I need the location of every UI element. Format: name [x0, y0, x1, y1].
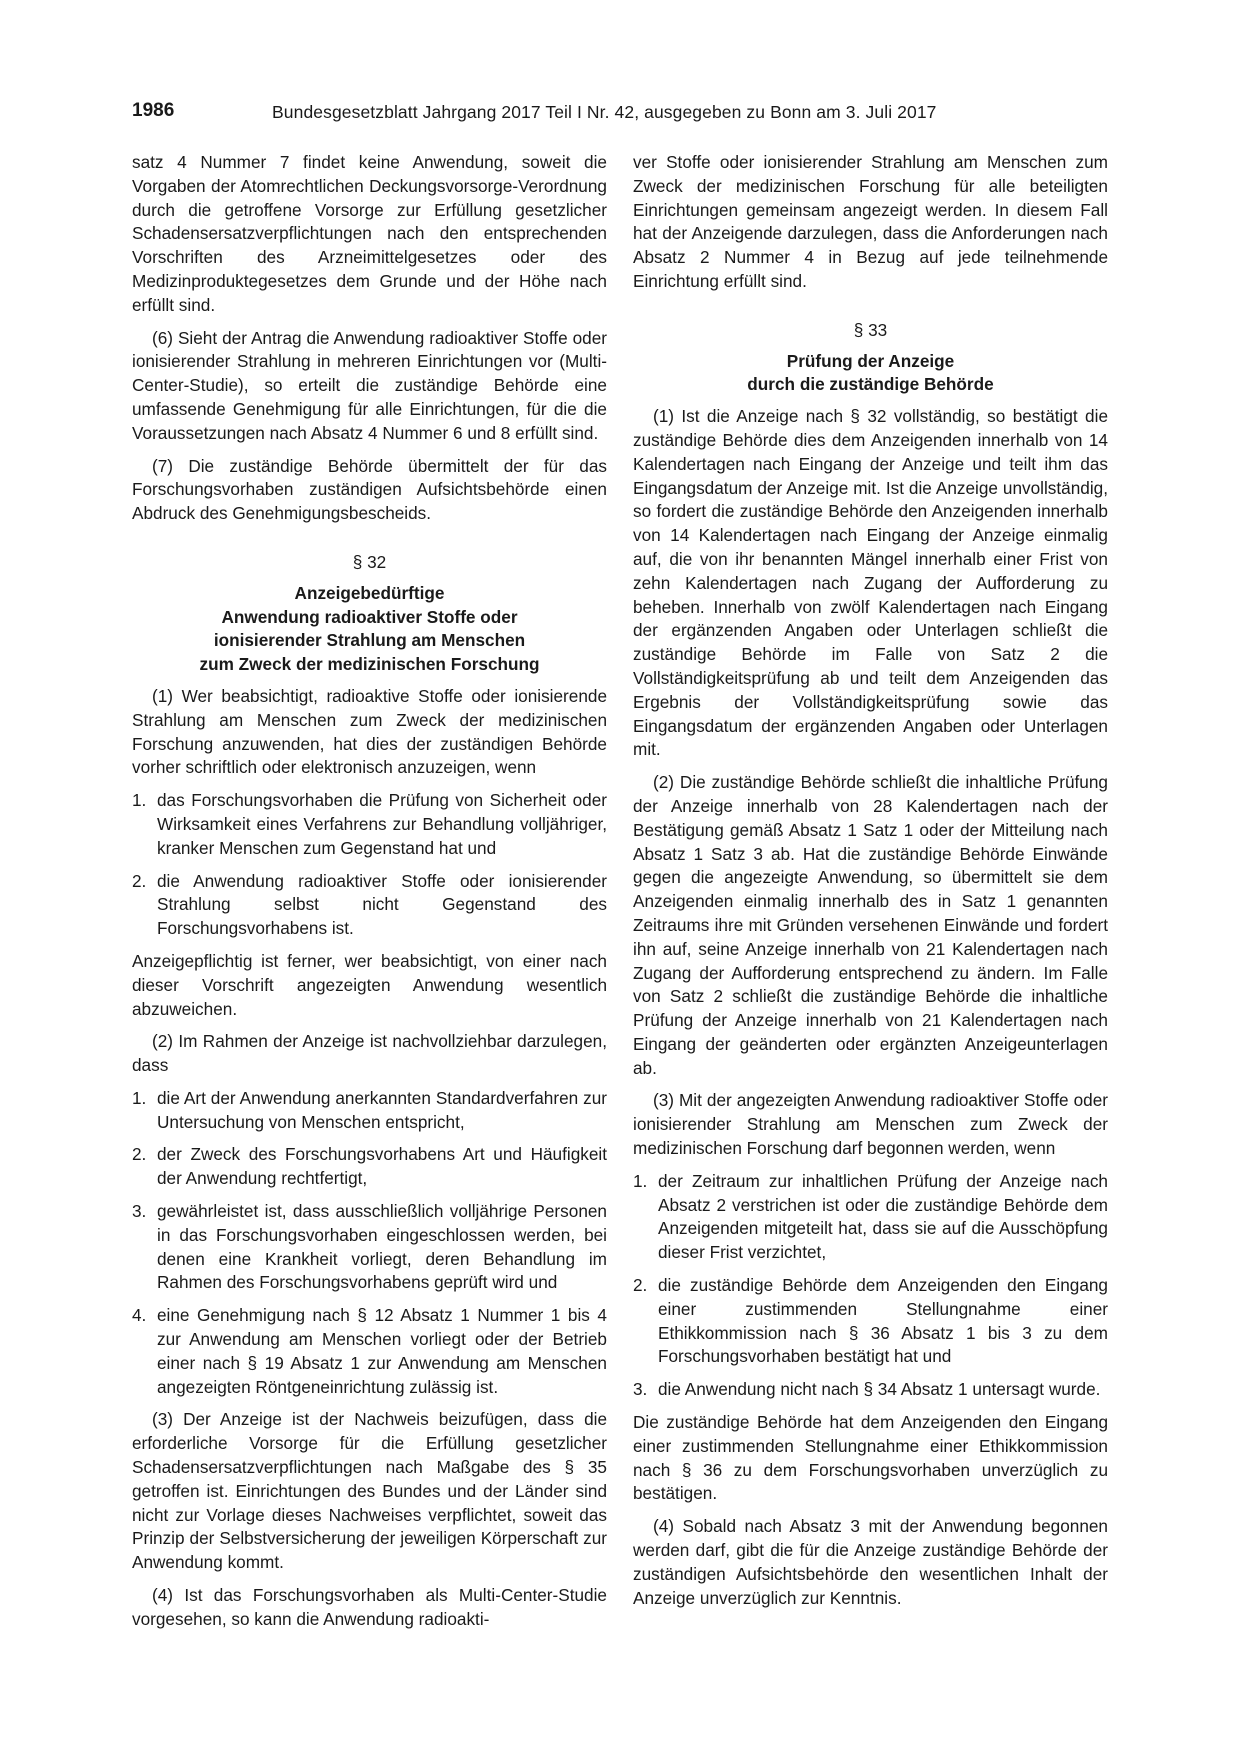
- list-item-text: der Zweck des Forschungsvorhabens Art und Häufigkeit der Anwendung rechtfertigt,: [157, 1144, 607, 1189]
- right-column: [633, 151, 1108, 1619]
- page-number: 1986: [132, 100, 175, 121]
- list-item-number: 4.: [132, 1305, 147, 1326]
- section-32-title-line: ionisierender Strahlung am Menschen: [213, 630, 526, 651]
- list-item: [633, 1378, 1108, 1402]
- list-item-text: das Forschungsvorhaben die Prüfung von Sicherheit oder Wirksamkeit eines Verfahrens zur Behandlung volljähriger, kranker Menschen zum Gegenstand hat und: [157, 790, 607, 858]
- list-item-text: die Anwendung radioaktiver Stoffe oder ionisierender Strahlung selbst nicht Gegenstand des Forschungsvorhabens ist.: [157, 870, 607, 939]
- list-item: [132, 1143, 607, 1191]
- section-32-paragraph-2: (2) Im Rahmen der Anzeige ist nachvollziehbar darzulegen, dass: [132, 1031, 607, 1076]
- list-item-number: 2.: [132, 1144, 147, 1165]
- section-32-paragraph-4-continuation: ver Stoffe oder ionisierender Strahlung am Menschen zum Zweck der medizinischen Forschung für alle beteiligten Einrichtungen gemeinsam angezeigt werden. In diesem Fall hat der Anzeigende darzulegen, dass die Anforderungen nach Absatz 2 Nummer 4 in Bezug auf jede teilnehmende Einrichtung erfüllt sind.: [633, 152, 1108, 291]
- page-header: [132, 100, 1106, 130]
- paragraph-continuation: satz 4 Nummer 7 findet keine Anwendung, soweit die Vorgaben der Atomrechtlichen Deckungsvorsorge-Verordnung durch die getroffene Vorsorge zur Erfüllung gesetzlicher Schadensersatzverpflichtungen nach den entsprechenden Vorschriften des Arzneimittelgesetzes oder des Medizinproduktegesetzes dem Grunde und der Höhe nach erfüllt sind.: [132, 152, 607, 315]
- section-32-title: [132, 582, 607, 677]
- list-item-text: die zuständige Behörde dem Anzeigenden den Eingang einer zustimmenden Stellungnahme einer Ethikkommission nach § 36 Absatz 1 bis 3 zu dem Forschungsvorhaben bestätigt hat und: [658, 1275, 1108, 1367]
- list-item: [132, 1200, 607, 1295]
- section-32-paragraph-1-list: [132, 789, 607, 941]
- section-32-title-line: zum Zweck der medizinischen Forschung: [199, 654, 540, 675]
- list-item-text: die Art der Anwendung anerkannten Standardverfahren zur Untersuchung von Menschen entspricht,: [157, 1087, 607, 1132]
- section-33-title-line: Prüfung der Anzeige: [786, 350, 955, 371]
- section-32-number: § 32: [352, 551, 387, 572]
- list-item-number: 1.: [132, 1087, 147, 1108]
- section-33-paragraph-3: (3) Mit der angezeigten Anwendung radioaktiver Stoffe oder ionisierender Strahlung am Menschen zum Zweck der medizinischen Forschung darf begonnen werden, wenn: [633, 1090, 1108, 1159]
- section-33-paragraph-3-list: [633, 1170, 1108, 1402]
- list-item-text: eine Genehmigung nach § 12 Absatz 1 Nummer 1 bis 4 zur Anwendung am Menschen vorliegt oder der Betrieb einer nach § 19 Absatz 1 zur Anwendung am Menschen angezeigten Röntgeneinrichtung zulässig ist.: [157, 1305, 607, 1397]
- section-33-paragraph-3-after: Die zuständige Behörde hat dem Anzeigenden den Eingang einer zustimmenden Stellungnahme einer Ethikkommission nach § 36 zu dem Forschungsvorhaben unverzüglich zu bestätigen.: [633, 1412, 1108, 1504]
- list-item: [132, 1304, 607, 1399]
- section-33-paragraph-4: (4) Sobald nach Absatz 3 mit der Anwendung begonnen werden darf, gibt die für die Anzeige zuständige Behörde der zuständigen Aufsichtsbehörde den wesentlichen Inhalt der Anzeige unverzüglich zur Kenntnis.: [633, 1516, 1108, 1608]
- section-33-paragraph-2: (2) Die zuständige Behörde schließt die inhaltliche Prüfung der Anzeige innerhalb von 28 Kalendertagen nach der Bestätigung gemäß Absatz 1 Satz 1 oder der Mitteilung nach Absatz 1 Satz 3 ab. Hat die zuständige Behörde Einwände gegen die angezeigte Anwendung, so übermittelt sie dem Anzeigenden einmalig innerhalb des in Satz 1 genannten Zeitraums ihre mit Gründen versehenen Einwände und fordert ihn auf, seine Anzeige innerhalb von 21 Kalendertagen nach Zugang der Aufforderung entsprechend zu ändern. Im Falle von Satz 2 schließt die zuständige Behörde die inhaltliche Prüfung der Anzeige innerhalb von 21 Kalendertagen nach Eingang der geänderten oder ergänzten Anzeigeunterlagen ab.: [633, 772, 1108, 1078]
- paragraph-7: (7) Die zuständige Behörde übermittelt der für das Forschungsvorhaben zuständigen Aufsichtsbehörde einen Abdruck des Genehmigungsbescheids.: [132, 455, 607, 524]
- list-item-text: die Anwendung nicht nach § 34 Absatz 1 untersagt wurde.: [658, 1379, 1101, 1400]
- section-32-paragraph-2-list: [132, 1087, 607, 1400]
- list-item-text: der Zeitraum zur inhaltlichen Prüfung der Anzeige nach Absatz 2 verstrichen ist oder die zuständige Behörde dem Anzeigenden mitgeteilt hat, dass sie auf die Ausschöpfung dieser Frist verzichtet,: [658, 1170, 1108, 1263]
- list-item: [132, 870, 607, 941]
- section-33-number: § 33: [853, 319, 888, 340]
- section-33-title: [633, 350, 1108, 398]
- list-item: [132, 789, 607, 860]
- section-33-title-line: durch die zuständige Behörde: [747, 374, 994, 395]
- list-item-number: 3.: [132, 1201, 147, 1222]
- section-33-paragraph-1: (1) Ist die Anzeige nach § 32 vollständig, so bestätigt die zuständige Behörde dies dem Anzeigenden innerhalb von 14 Kalendertagen nach Eingang der Anzeige und teilt ihm das Eingangsdatum der Anzeige mit. Ist die Anzeige unvollständig, so fordert die zuständige Behörde den Anzeigenden innerhalb von 14 Kalendertagen nach Eingang der Anzeige einmalig auf, die von ihr benannten Mängel innerhalb einer Frist von zehn Kalendertagen nach Zugang der Aufforderung zu beheben. Innerhalb von zwölf Kalendertagen nach Eingang der ergänzenden Angaben oder Unterlagen schließt die zuständige Behörde im Falle von Satz 2 die Vollständigkeitsprüfung ab und teilt dem Anzeigenden das Ergebnis der Vollständigkeitsprüfung sowie das Eingangsdatum der ergänzenden Angaben oder Unterlagen mit.: [633, 406, 1108, 760]
- section-32-title-line: Anwendung radioaktiver Stoffe oder: [221, 606, 518, 627]
- list-item-text: gewährleistet ist, dass ausschließlich volljährige Personen in das Forschungsvorhaben eingeschlossen werden, bei denen eine Krankheit vorliegt, deren Behandlung im Rahmen des Forschungsvorhabens geprüft wird und: [157, 1201, 607, 1293]
- list-item: [132, 1087, 607, 1135]
- section-32-paragraph-3: (3) Der Anzeige ist der Nachweis beizufügen, dass die erforderliche Vorsorge für die Erfüllung gesetzlicher Schadensersatzverpflichtungen nach Maßgabe des § 35 getroffen ist. Einrichtungen des Bundes und der Länder sind nicht zur Vorlage dieses Nachweises verpflichtet, soweit das Prinzip der Selbstversicherung der jeweiligen Körperschaft zur Anwendung kommt.: [132, 1409, 607, 1573]
- list-item-number: 1.: [132, 790, 147, 811]
- list-item: [633, 1170, 1108, 1265]
- list-item-number: 3.: [633, 1379, 648, 1400]
- section-32-paragraph-1-after: Anzeigepflichtig ist ferner, wer beabsichtigt, von einer nach dieser Vorschrift angezeigten Anwendung wesentlich abzuweichen.: [132, 950, 607, 1019]
- paragraph-6: (6) Sieht der Antrag die Anwendung radioaktiver Stoffe oder ionisierender Strahlung in mehreren Einrichtungen vor (Multi-Center-Studie), so erteilt die zuständige Behörde eine umfassende Genehmigung für alle Einrichtungen, für die die Voraussetzungen nach Absatz 4 Nummer 6 und 8 erfüllt sind.: [132, 327, 607, 443]
- section-32-paragraph-1: (1) Wer beabsichtigt, radioaktive Stoffe oder ionisierende Strahlung am Menschen zum Zweck der medizinischen Forschung anzuwenden, hat dies der zuständigen Behörde vorher schriftlich oder elektronisch anzuzeigen, wenn: [132, 685, 607, 778]
- left-column: [132, 151, 607, 1641]
- list-item-number: 2.: [633, 1275, 648, 1296]
- running-head: Bundesgesetzblatt Jahrgang 2017 Teil I Nr. 42, ausgegeben zu Bonn am 3. Juli 2017: [272, 102, 937, 122]
- list-item: [633, 1274, 1108, 1369]
- section-32-paragraph-4-start: (4) Ist das Forschungsvorhaben als Multi-Center-Studie vorgesehen, so kann die Anwendung radioakti-: [132, 1585, 607, 1629]
- list-item-number: 2.: [132, 870, 147, 891]
- list-item-number: 1.: [633, 1170, 648, 1191]
- section-32-title-line: Anzeigebedürftige: [294, 582, 445, 603]
